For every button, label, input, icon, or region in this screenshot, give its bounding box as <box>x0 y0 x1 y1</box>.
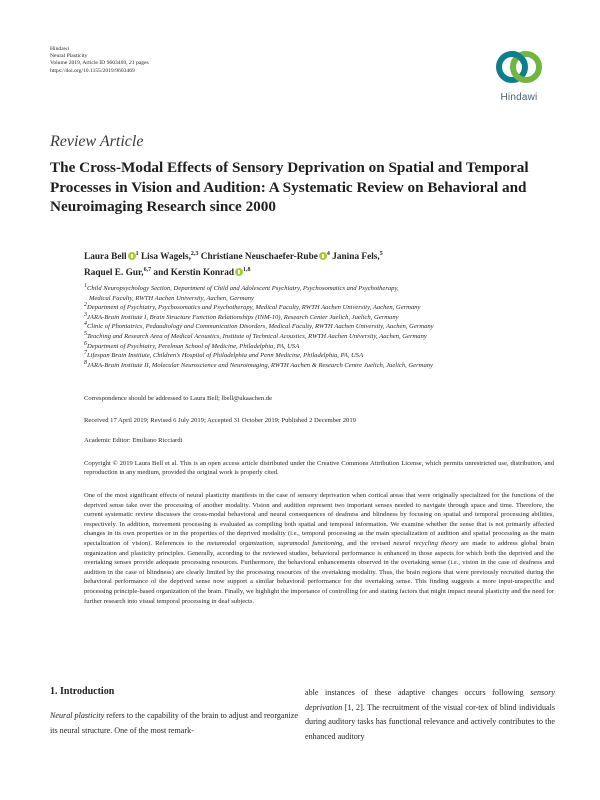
publisher-name: Hindawi <box>50 46 70 52</box>
affiliation-text: Child Neuropsychology Section, Department of Child and Adolescent Psychiatry, Psychosomatics and Psychotherapy, <box>87 285 399 292</box>
author-affiliation-sup: 1 <box>135 250 139 257</box>
article-title: The Cross-Modal Effects of Sensory Deprivation on Spatial and Temporal Processes in Vision and Audition: A Systematic Review on Behavioral and Neuroimaging Research since 2000 <box>50 159 529 215</box>
author-name: Janina Fels, <box>332 252 380 262</box>
abstract-text-1: One of the most significant effects of neural plasticity manifests in the case of sensory deprivation when cortical areas that were originally specialized for the functions of the deprived sense take over the processing of another modality. Vision and audition represent two important senses needed to navigate through space and time. Therefore, the current systematic review discusses the cross-modal behavioral and neural consequences of deafness and blindness by focusing on spatial and temporal processing abilities, respectively. In addition, movement processing is evaluated as compiling both spatial and temporal information. We examine whether the sense that is not primarily affected changes in its own properties or in the properties of the deprived modality (i.e., temporal processing as the main specialization of audition and spatial processing as the main specialization of vision). References to the <box>84 492 554 547</box>
affiliation-sup: 8 <box>84 359 87 366</box>
affiliation-sup: 1 <box>84 282 87 289</box>
abstract-term-recycling: neural recycling theory <box>393 539 458 547</box>
academic-editor: Academic Editor: Emiliano Ricciardi <box>84 437 183 444</box>
author-name: Laura Bell <box>84 252 127 262</box>
author-affiliation-sup: 5 <box>379 250 383 257</box>
journal-name: Neural Plasticity <box>50 53 88 60</box>
affiliation-sup: 2 <box>84 302 87 308</box>
abstract-text-4: are made to address global brain organization and plasticity principles. Generally, according to the reviewed studies, behavioral performance is enhanced in those aspects for which both the deprived and the overtaking senses provide adequate processing resources. Furthermore, the behavioral enhancements observed in the overtaking sense (i.e., vision in the case of deafness and audition in the case of blindness) are clearly limited by the processing resources of the overtaking modality. Thus, the brain regions that were previously recruited during the behavioral performance of the deprived sense now support a similar behavioral performance for the overtaking sense. This finding suggests a more input-unspecific and processing principle-based organization of the brain. Finally, we highlight the importance of controlling for and stating factors that might impact neural plasticity and the need for further research into visual temporal processing in deaf subjects. <box>84 539 554 605</box>
section-heading: 1. Introduction <box>50 686 115 697</box>
affiliation-text: JARA-Brain Institute I, Brain Structure Function Relationships (INM-10), Research Center Juelich, Juelich, Germany <box>87 313 399 321</box>
affiliation-text: Department of Psychiatry, Psychosomatics and Psychotherapy, Medical Faculty, RWTH Aachen University, Aachen, Germany <box>87 304 421 312</box>
affiliation-item <box>84 313 554 323</box>
orcid-icon[interactable] <box>128 252 136 260</box>
author-list <box>84 249 544 281</box>
author-name: Christiane Neuschaefer-Rube <box>200 252 318 262</box>
author-affiliation-sup: 4 <box>326 250 330 257</box>
affiliation-item <box>84 322 554 332</box>
author-affiliation-sup: 6,7 <box>143 266 152 273</box>
affiliation-item <box>84 303 554 313</box>
hindawi-logo <box>493 46 545 106</box>
abstract-term-metamodal: metamodal organization <box>207 539 273 547</box>
affiliation-sup: 5 <box>84 330 87 337</box>
article-type: Review Article <box>50 133 144 150</box>
affiliation-item <box>84 351 554 361</box>
copyright-notice: Copyright © 2019 Laura Bell et al. This is an open access article distributed under the Creative Commons Attribution License, which permits unrestricted use, distribution, and reproduction in any medium, provided the original work is properly cited. <box>84 460 554 476</box>
affiliation-text: Lifespan Brain Institute, Children's Hospital of Philadelphia and Penn Medicine, Philadelphia, PA, USA <box>87 352 364 360</box>
author-name: Raquel E. Gur, <box>84 268 144 278</box>
orcid-icon[interactable] <box>319 252 327 260</box>
affiliation-sup: 6 <box>84 340 87 347</box>
body-column-right <box>305 686 555 744</box>
hindawi-logo-text: Hindawi <box>500 92 538 103</box>
doi-link[interactable]: https://doi.org/10.1155/2019/9603469 <box>50 67 135 74</box>
abstract-term-supramodal: supramodal functioning <box>277 539 343 547</box>
affiliation-item <box>84 342 554 352</box>
author-name: and Kerstin Konrad <box>153 268 235 278</box>
journal-info <box>50 46 149 75</box>
affiliation-item <box>84 284 554 294</box>
affiliation-item <box>84 361 554 371</box>
term-sensory-deprivation: sensory deprivation <box>305 688 555 712</box>
author-name: Lisa Wagels, <box>140 252 191 262</box>
affiliation-sup: 3 <box>84 311 87 318</box>
affiliation-text: Teaching and Research Area of Medical Acoustics, Institute of Technical Acoustics, RWTH Aachen University, Aachen, Germany <box>87 332 427 340</box>
body-column-left <box>50 709 298 738</box>
affiliation-sup: 4 <box>84 321 87 328</box>
term-neural-plasticity: Neural plasticity <box>50 711 105 720</box>
affiliation-list <box>84 284 554 370</box>
body-right-text-1: able instances of these adaptive changes occurs following <box>305 688 531 697</box>
affiliation-text: Department of Psychiatry, Perelman School of Medicine, Philadelphia, PA, USA <box>87 342 300 350</box>
body-right-text-2: [1, 2]. The recruitment of the visual cor-tex of blind individuals during auditory tasks has functional relevance and actively contributes to the enhanced auditory <box>305 702 555 741</box>
hindawi-logo-mark <box>493 46 545 92</box>
body-left-text: refers to the capability of the brain to adjust and reorganize its neural structure. One of the most remark- <box>50 711 298 735</box>
affiliation-item <box>84 332 554 342</box>
affiliation-sup: 7 <box>84 349 87 356</box>
author-affiliation-sup: 2,3 <box>190 250 199 257</box>
abstract-text-2: , <box>272 539 278 547</box>
author-affiliation-sup: 1,8 <box>243 266 251 273</box>
affiliation-text: Clinic of Phoniatrics, Pedaudiology and Communication Disorders, Medical Faculty, RWTH Aachen University, Aachen, Germany <box>87 323 434 331</box>
abstract <box>84 491 554 606</box>
publication-dates: Received 17 April 2019; Revised 6 July 2019; Accepted 31 October 2019; Published 2 December 2019 <box>84 417 356 424</box>
journal-volume: Volume 2019, Article ID 9603469, 21 pages <box>50 60 149 67</box>
affiliation-continuation: Medical Faculty, RWTH Aachen University, Aachen, Germany <box>89 294 254 302</box>
affiliation-text: JARA-Brain Institute II, Molecular Neuroscience and Neuroimaging, RWTH Aachen & Research Centre Juelich, Juelich, Germany <box>87 361 433 369</box>
abstract-text-3: , and the revised <box>342 539 394 547</box>
orcid-icon[interactable] <box>235 268 243 276</box>
correspondence: Correspondence should be addressed to Laura Bell; lbell@ukaachen.de <box>84 395 273 402</box>
